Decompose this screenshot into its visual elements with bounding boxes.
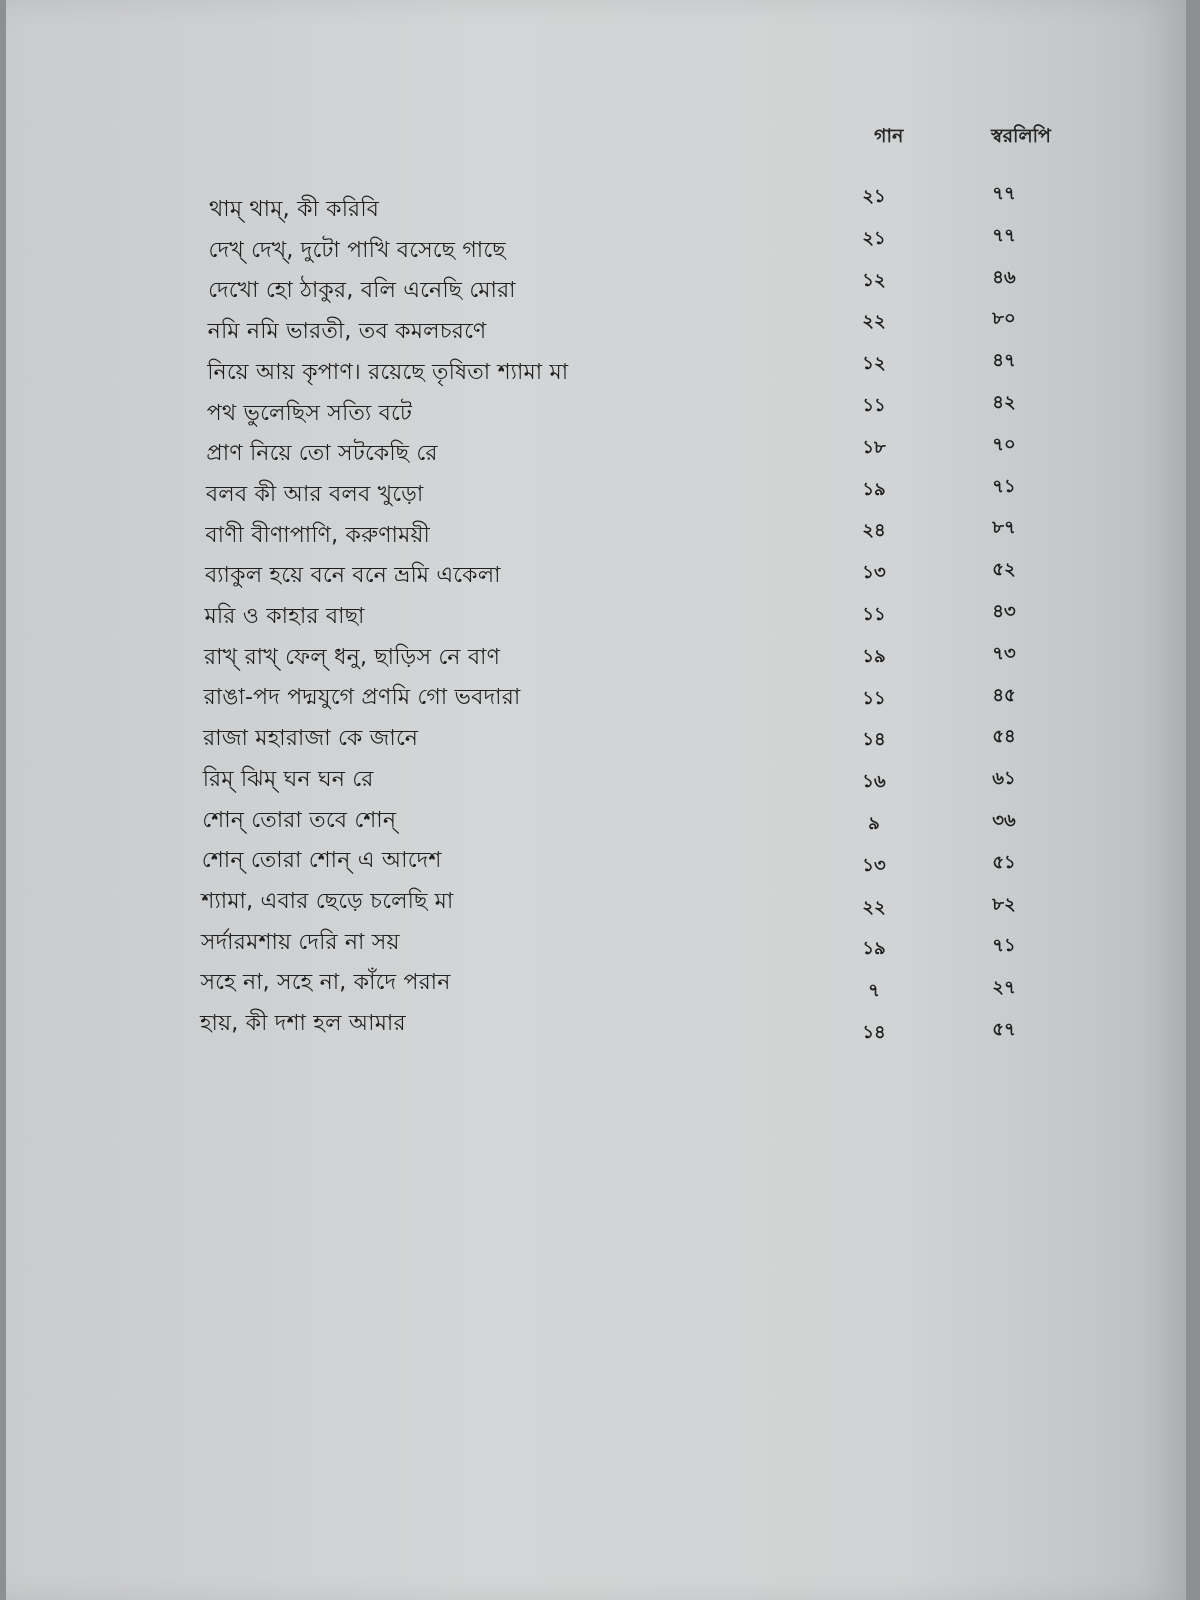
notation-page-number: ৭০	[992, 433, 1016, 455]
column-header-song: গান	[874, 125, 904, 147]
song-title: শোন্ তোরা তবে শোন্	[202, 807, 397, 833]
song-title: প্রাণ নিয়ে তো সটকেছি রে	[206, 441, 438, 467]
song-page-number: ১১	[862, 395, 886, 416]
song-page-number: ১৩	[862, 562, 886, 584]
song-page-number: ২২	[862, 896, 886, 918]
notation-page-number: ৫১	[992, 851, 1016, 873]
notation-page-number: ৮০	[992, 308, 1016, 330]
notation-page-number: ৫৭	[992, 1019, 1016, 1040]
song-page-number: ১৪	[862, 1022, 886, 1043]
notation-page-number: ৮৭	[992, 517, 1016, 539]
notation-page-number: ৪২	[992, 392, 1016, 413]
song-page-number: ১৬	[862, 771, 886, 793]
song-title: শ্যামা, এবার ছেড়ে চলেছি মা	[201, 888, 454, 914]
column-header-notation: স্বরলিপি	[991, 125, 1051, 147]
song-title: দেখ্ দেখ্, দুটো পাখি বসেছে গাছে	[208, 237, 506, 263]
song-page-number: ১১	[862, 604, 886, 625]
song-title: পথ ভুলেছিস সত্যি বটে	[206, 400, 413, 426]
song-page-number: ২২	[862, 311, 886, 333]
song-title: সহে না, সহে না, কাঁদে পরান	[200, 970, 451, 996]
notation-page-number: ৪৭	[992, 350, 1016, 372]
song-page-number: ২১	[862, 186, 886, 207]
song-page-number: ২৪	[862, 520, 886, 542]
notation-page-number: ৬১	[992, 768, 1016, 790]
song-page-number: ১৯	[862, 645, 886, 667]
song-page-number: ২১	[862, 227, 886, 249]
song-title: মরি ও কাহার বাছা	[204, 604, 365, 629]
notation-page-number: ৪৫	[992, 684, 1016, 706]
song-page-number: ১১	[862, 687, 886, 709]
song-page-number: ৭	[868, 980, 880, 1002]
notation-page-number: ৭৩	[992, 642, 1016, 664]
song-title: বাণী বীণাপাণি, করুণাময়ী	[205, 522, 430, 548]
song-title: দেখো হো ঠাকুর, বলি এনেছি মোরা	[208, 278, 516, 304]
notation-page-number: ৩৬	[992, 810, 1016, 831]
book-page	[6, 0, 1186, 1600]
song-page-number: ১৮	[862, 436, 886, 458]
song-title: রিম্ ঝিম্ ঘন ঘন রে	[202, 766, 374, 792]
song-title: রাঙা-পদ পদ্মযুগে প্রণমি গো ভবদারা	[203, 685, 521, 711]
song-page-number: ৯	[868, 813, 880, 834]
notation-page-number: ৭৭	[992, 183, 1016, 204]
notation-page-number: ৪৩	[992, 601, 1016, 622]
notation-page-number: ৮২	[992, 893, 1016, 915]
song-page-number: ১২	[862, 353, 886, 375]
notation-page-number: ৫৪	[992, 726, 1016, 748]
song-page-number: ১৯	[862, 478, 886, 500]
table-of-contents	[6, 0, 1186, 1600]
notation-page-number: ৪৬	[992, 266, 1016, 288]
song-title: রাজা মহারাজা কে জানে	[203, 726, 419, 752]
song-title: ব্যাকুল হয়ে বনে বনে ভ্রমি একেলা	[204, 563, 501, 589]
song-title: সর্দারমশায় দেরি না সয়	[200, 929, 400, 955]
song-title: নমি নমি ভারতী, তব কমলচরণে	[207, 319, 487, 345]
notation-page-number: ৫২	[992, 559, 1016, 581]
notation-page-number: ৭১	[992, 935, 1016, 957]
song-page-number: ১৩	[862, 854, 886, 876]
song-page-number: ১৯	[862, 938, 886, 960]
song-title: হায়, কী দশা হল আমার	[200, 1011, 406, 1036]
song-title: বলব কী আর বলব খুড়ো	[205, 481, 424, 507]
notation-page-number: ২৭	[992, 977, 1016, 999]
notation-page-number: ৭৭	[992, 224, 1016, 246]
song-title: নিয়ে আয় কৃপাণ। রয়েছে তৃষিতা শ্যামা মা	[207, 359, 569, 385]
song-page-number: ১৪	[862, 729, 886, 751]
song-title: থাম্ থাম্, কী করিবি	[209, 197, 380, 222]
song-title: রাখ্ রাখ্ ফেল্ ধনু, ছাড়িস নে বাণ	[204, 644, 501, 670]
song-page-number: ১২	[862, 269, 886, 291]
notation-page-number: ৭১	[992, 475, 1016, 497]
song-title: শোন্ তোরা শোন্ এ আদেশ	[201, 848, 442, 874]
